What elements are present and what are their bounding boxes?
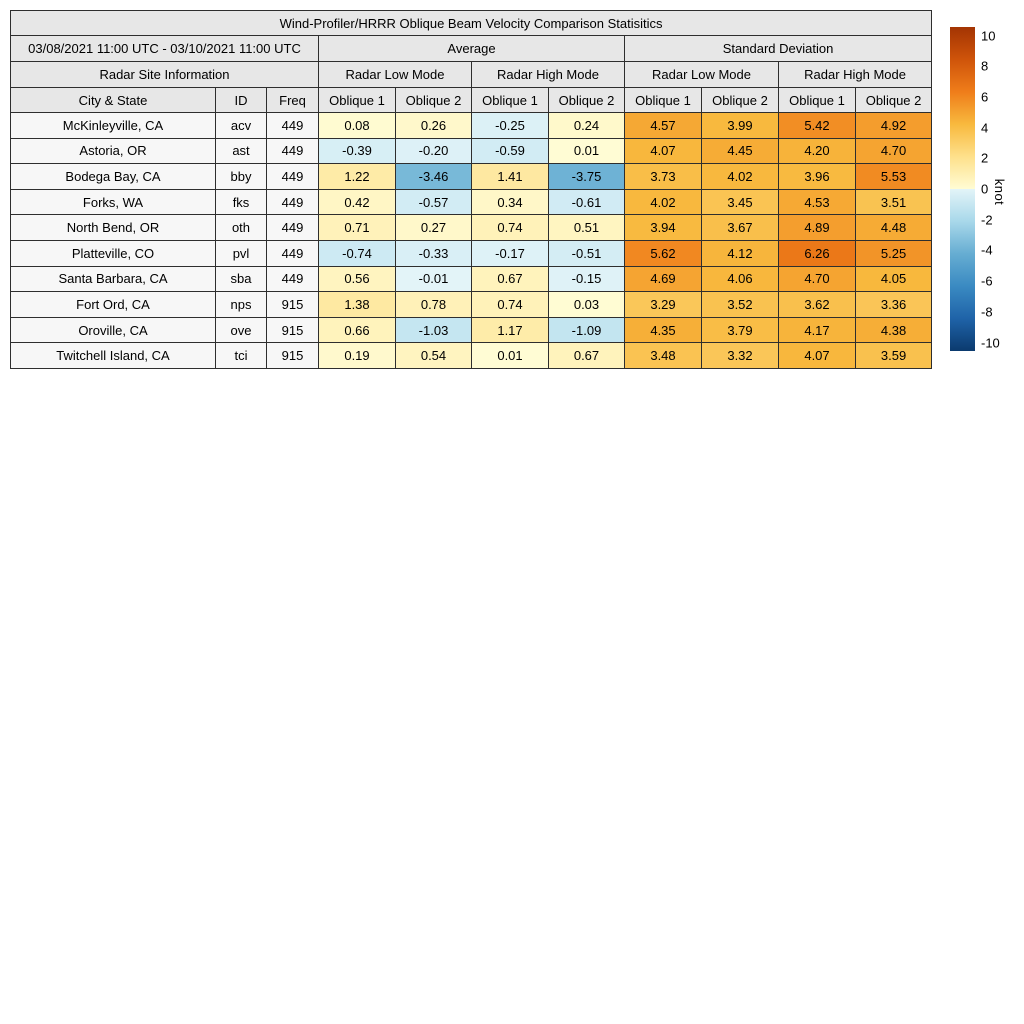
table-row — [11, 189, 932, 215]
mode-header-avg-low: Radar Low Mode — [319, 62, 472, 88]
col-header-oblique: Oblique 2 — [396, 88, 472, 113]
value-cell: -0.20 — [396, 138, 472, 164]
value-cell: 4.07 — [625, 138, 702, 164]
col-header-id: ID — [216, 88, 267, 113]
value-cell: -0.39 — [319, 138, 396, 164]
value-cell: 0.26 — [396, 113, 472, 139]
id-cell: acv — [216, 113, 267, 139]
value-cell: 1.22 — [319, 164, 396, 190]
value-cell: 3.59 — [856, 343, 932, 369]
city-cell: Oroville, CA — [11, 317, 216, 343]
value-cell: -1.09 — [549, 317, 625, 343]
value-cell: 4.45 — [702, 138, 779, 164]
value-cell: -0.33 — [396, 240, 472, 266]
value-cell: 4.38 — [856, 317, 932, 343]
id-cell: fks — [216, 189, 267, 215]
value-cell: -0.01 — [396, 266, 472, 292]
value-cell: 3.94 — [625, 215, 702, 241]
freq-cell: 449 — [267, 266, 319, 292]
id-cell: ove — [216, 317, 267, 343]
id-cell: ast — [216, 138, 267, 164]
colorbar-tick-label: -10 — [981, 335, 1000, 350]
table-row — [11, 113, 932, 139]
mode-header-sd-high: Radar High Mode — [779, 62, 932, 88]
id-cell: bby — [216, 164, 267, 190]
city-cell: McKinleyville, CA — [11, 113, 216, 139]
city-cell: Bodega Bay, CA — [11, 164, 216, 190]
value-cell: 4.70 — [856, 138, 932, 164]
freq-cell: 449 — [267, 164, 319, 190]
value-cell: 4.06 — [702, 266, 779, 292]
colorbar-tick-label: -4 — [981, 242, 993, 258]
freq-cell: 915 — [267, 292, 319, 318]
value-cell: 3.79 — [702, 317, 779, 343]
value-cell: 4.17 — [779, 317, 856, 343]
value-cell: -0.15 — [549, 266, 625, 292]
col-header-oblique: Oblique 2 — [702, 88, 779, 113]
stats-table — [10, 10, 932, 369]
value-cell: 3.67 — [702, 215, 779, 241]
value-cell: 0.54 — [396, 343, 472, 369]
value-cell: -1.03 — [396, 317, 472, 343]
col-header-oblique: Oblique 1 — [472, 88, 549, 113]
value-cell: 5.53 — [856, 164, 932, 190]
mode-header-avg-high: Radar High Mode — [472, 62, 625, 88]
id-cell: oth — [216, 215, 267, 241]
table-row — [11, 317, 932, 343]
col-header-oblique: Oblique 2 — [549, 88, 625, 113]
id-cell: nps — [216, 292, 267, 318]
value-cell: 1.38 — [319, 292, 396, 318]
colorbar-unit-label: knot — [992, 178, 1007, 206]
value-cell: -0.25 — [472, 113, 549, 139]
colorbar-gradient — [950, 27, 975, 351]
col-header-city: City & State — [11, 88, 216, 113]
value-cell: 0.71 — [319, 215, 396, 241]
value-cell: 0.34 — [472, 189, 549, 215]
table-row — [11, 240, 932, 266]
city-cell: North Bend, OR — [11, 215, 216, 241]
id-cell: pvl — [216, 240, 267, 266]
value-cell: 0.74 — [472, 215, 549, 241]
value-cell: 4.48 — [856, 215, 932, 241]
value-cell: 0.03 — [549, 292, 625, 318]
table-row — [11, 343, 932, 369]
table-row — [11, 266, 932, 292]
value-cell: 0.67 — [549, 343, 625, 369]
value-cell: 1.17 — [472, 317, 549, 343]
id-cell: sba — [216, 266, 267, 292]
table-title: Wind-Profiler/HRRR Oblique Beam Velocity Comparison Statisitics — [11, 11, 932, 36]
value-cell: 5.42 — [779, 113, 856, 139]
table-row — [11, 215, 932, 241]
stats-table-wrap — [10, 10, 932, 369]
colorbar-tick-label: 0 — [981, 181, 989, 197]
city-cell: Astoria, OR — [11, 138, 216, 164]
city-cell: Twitchell Island, CA — [11, 343, 216, 369]
value-cell: 4.53 — [779, 189, 856, 215]
id-cell: tci — [216, 343, 267, 369]
value-cell: 5.62 — [625, 240, 702, 266]
colorbar-tick-label: -2 — [981, 212, 993, 228]
value-cell: 4.20 — [779, 138, 856, 164]
colorbar-tick-label: 10 — [981, 28, 996, 43]
value-cell: -0.57 — [396, 189, 472, 215]
group-header-average: Average — [319, 36, 625, 62]
value-cell: 3.45 — [702, 189, 779, 215]
freq-cell: 449 — [267, 138, 319, 164]
colorbar-tick-label: 4 — [981, 120, 989, 136]
value-cell: 3.62 — [779, 292, 856, 318]
value-cell: 5.25 — [856, 240, 932, 266]
value-cell: 3.48 — [625, 343, 702, 369]
value-cell: 0.01 — [472, 343, 549, 369]
value-cell: -3.46 — [396, 164, 472, 190]
value-cell: 4.02 — [702, 164, 779, 190]
value-cell: 0.67 — [472, 266, 549, 292]
value-cell: 0.27 — [396, 215, 472, 241]
value-cell: 3.32 — [702, 343, 779, 369]
value-cell: 0.78 — [396, 292, 472, 318]
value-cell: -0.61 — [549, 189, 625, 215]
freq-cell: 449 — [267, 189, 319, 215]
city-cell: Platteville, CO — [11, 240, 216, 266]
value-cell: 0.74 — [472, 292, 549, 318]
value-cell: 0.56 — [319, 266, 396, 292]
value-cell: 0.19 — [319, 343, 396, 369]
freq-cell: 915 — [267, 317, 319, 343]
city-cell: Forks, WA — [11, 189, 216, 215]
freq-cell: 449 — [267, 113, 319, 139]
value-cell: 4.07 — [779, 343, 856, 369]
value-cell: 4.35 — [625, 317, 702, 343]
value-cell: 0.42 — [319, 189, 396, 215]
value-cell: 4.02 — [625, 189, 702, 215]
value-cell: -0.59 — [472, 138, 549, 164]
colorbar — [950, 27, 1024, 351]
table-row — [11, 138, 932, 164]
freq-cell: 449 — [267, 240, 319, 266]
value-cell: -0.74 — [319, 240, 396, 266]
value-cell: 3.52 — [702, 292, 779, 318]
mode-header-sd-low: Radar Low Mode — [625, 62, 779, 88]
group-header-std-dev: Standard Deviation — [625, 36, 932, 62]
value-cell: 0.01 — [549, 138, 625, 164]
freq-cell: 449 — [267, 215, 319, 241]
city-cell: Fort Ord, CA — [11, 292, 216, 318]
value-cell: 0.51 — [549, 215, 625, 241]
value-cell: 0.24 — [549, 113, 625, 139]
value-cell: 4.57 — [625, 113, 702, 139]
colorbar-tick-label: -6 — [981, 273, 993, 289]
value-cell: -3.75 — [549, 164, 625, 190]
col-header-oblique: Oblique 2 — [856, 88, 932, 113]
col-header-oblique: Oblique 1 — [779, 88, 856, 113]
value-cell: 4.69 — [625, 266, 702, 292]
colorbar-tick-label: 2 — [981, 150, 989, 166]
colorbar-tick-label: 6 — [981, 89, 989, 105]
table-row — [11, 164, 932, 190]
value-cell: 1.41 — [472, 164, 549, 190]
col-header-oblique: Oblique 1 — [319, 88, 396, 113]
value-cell: 4.89 — [779, 215, 856, 241]
value-cell: 0.08 — [319, 113, 396, 139]
value-cell: 4.12 — [702, 240, 779, 266]
value-cell: 3.36 — [856, 292, 932, 318]
value-cell: 0.66 — [319, 317, 396, 343]
value-cell: 3.29 — [625, 292, 702, 318]
value-cell: 6.26 — [779, 240, 856, 266]
value-cell: 3.51 — [856, 189, 932, 215]
value-cell: 4.70 — [779, 266, 856, 292]
value-cell: 3.96 — [779, 164, 856, 190]
colorbar-tick-label: 8 — [981, 58, 989, 74]
value-cell: 4.92 — [856, 113, 932, 139]
value-cell: 4.05 — [856, 266, 932, 292]
date-range: 03/08/2021 11:00 UTC - 03/10/2021 11:00 UTC — [11, 36, 319, 62]
value-cell: -0.51 — [549, 240, 625, 266]
value-cell: 3.99 — [702, 113, 779, 139]
table-row — [11, 292, 932, 318]
value-cell: -0.17 — [472, 240, 549, 266]
col-header-freq: Freq — [267, 88, 319, 113]
value-cell: 3.73 — [625, 164, 702, 190]
freq-cell: 915 — [267, 343, 319, 369]
colorbar-tick-label: -8 — [981, 304, 993, 320]
table-body — [11, 113, 932, 369]
col-header-oblique: Oblique 1 — [625, 88, 702, 113]
site-info-header: Radar Site Information — [11, 62, 319, 88]
city-cell: Santa Barbara, CA — [11, 266, 216, 292]
